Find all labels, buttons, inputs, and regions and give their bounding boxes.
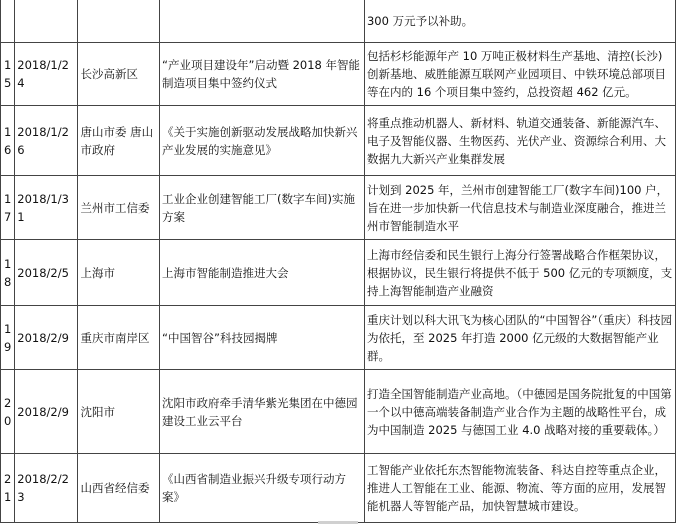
table-row [1, 454, 676, 523]
table-row [1, 0, 676, 43]
content-cell: 计划到 2025 年，兰州市创建智能工厂(数字车间)100 户，旨在进一步加快新一代信息技术与制造业深度融合，推进兰州市智能制造水平 [364, 176, 675, 240]
event-cell: 《关于实施创新驱动发展战略加快新兴产业发展的实施意见》 [160, 106, 365, 176]
content-cell: 重庆计划以科大讯飞为核心团队的“中国智谷”（重庆）科技园为依托，至 2025 年打造 2000 亿元级的大数据智能产业群。 [364, 306, 675, 370]
event-cell: “中国智谷”科技园揭牌 [160, 306, 365, 370]
event-cell: 上海市智能制造推进大会 [160, 240, 365, 306]
organization-cell: 重庆市南岸区 [78, 306, 160, 370]
event-cell: “产业项目建设年”启动暨 2018 年智能制造项目集中签约仪式 [160, 43, 365, 106]
row-number: 17 [1, 176, 15, 240]
date-cell: 2018/2/5 [15, 240, 78, 306]
table-row [1, 106, 676, 176]
content-cell: 300 万元予以补助。 [364, 0, 675, 43]
row-number: 20 [1, 370, 15, 454]
row-number: 16 [1, 106, 15, 176]
table-row [1, 370, 676, 454]
table-row [1, 240, 676, 306]
event-cell: 工业企业创建智能工厂(数字车间)实施方案 [160, 176, 365, 240]
date-cell: 2018/2/9 [15, 306, 78, 370]
event-cell: 沈阳市政府牵手清华紫光集团在中德园建设工业云平台 [160, 370, 365, 454]
organization-cell: 唐山市委 唐山市政府 [78, 106, 160, 176]
organization-cell: 兰州市工信委 [78, 176, 160, 240]
organization-cell: 山西省经信委 [78, 454, 160, 523]
organization-cell: 沈阳市 [78, 370, 160, 454]
content-cell: 包括杉杉能源年产 10 万吨正极材料生产基地、清控(长沙)创新基地、威胜能源互联网产业园项目、中铁环境总部项目等在内的 16 个项目集中签约，总投资超 462 亿元。 [364, 43, 675, 106]
table-row [1, 43, 676, 106]
table-body [1, 0, 676, 523]
organization-cell: 上海市 [78, 240, 160, 306]
date-cell: 2018/1/31 [15, 176, 78, 240]
organization-cell [78, 0, 160, 43]
table-row [1, 306, 676, 370]
date-cell: 2018/2/9 [15, 370, 78, 454]
row-number: 21 [1, 454, 15, 523]
content-cell: 将重点推动机器人、新材料、轨道交通装备、新能源汽车、电子及智能仪器、生物医药、光伏产业、资源综合利用、大数据九大新兴产业集群发展 [364, 106, 675, 176]
row-number [1, 0, 15, 43]
row-number: 18 [1, 240, 15, 306]
organization-cell: 长沙高新区 [78, 43, 160, 106]
row-number: 19 [1, 306, 15, 370]
table-row [1, 176, 676, 240]
content-cell: 上海市经信委和民生银行上海分行签署战略合作框架协议，根据协议，民生银行将提供不低于 500 亿元的专项额度，支持上海智能制造产业融资 [364, 240, 675, 306]
content-cell: 打造全国智能制造产业高地。（中德园是国务院批复的中国第一个以中德高端装备制造产业合作为主题的战略性平台，成为中国制造 2025 与德国工业 4.0 战略对接的重要载体。） [364, 370, 675, 454]
event-cell [160, 0, 365, 43]
row-number: 15 [1, 43, 15, 106]
date-cell: 2018/2/23 [15, 454, 78, 523]
date-cell: 2018/1/24 [15, 43, 78, 106]
event-cell: 《山西省制造业振兴升级专项行动方案》 [160, 454, 365, 523]
date-cell: 2018/1/26 [15, 106, 78, 176]
date-cell [15, 0, 78, 43]
content-cell: 工智能产业依托东杰智能物流装备、科达自控等重点企业，推进人工智能在工业、能源、物流、等方面的应用，发展智能机器人等智能产品，加快智慧城市建设。 [364, 454, 675, 523]
